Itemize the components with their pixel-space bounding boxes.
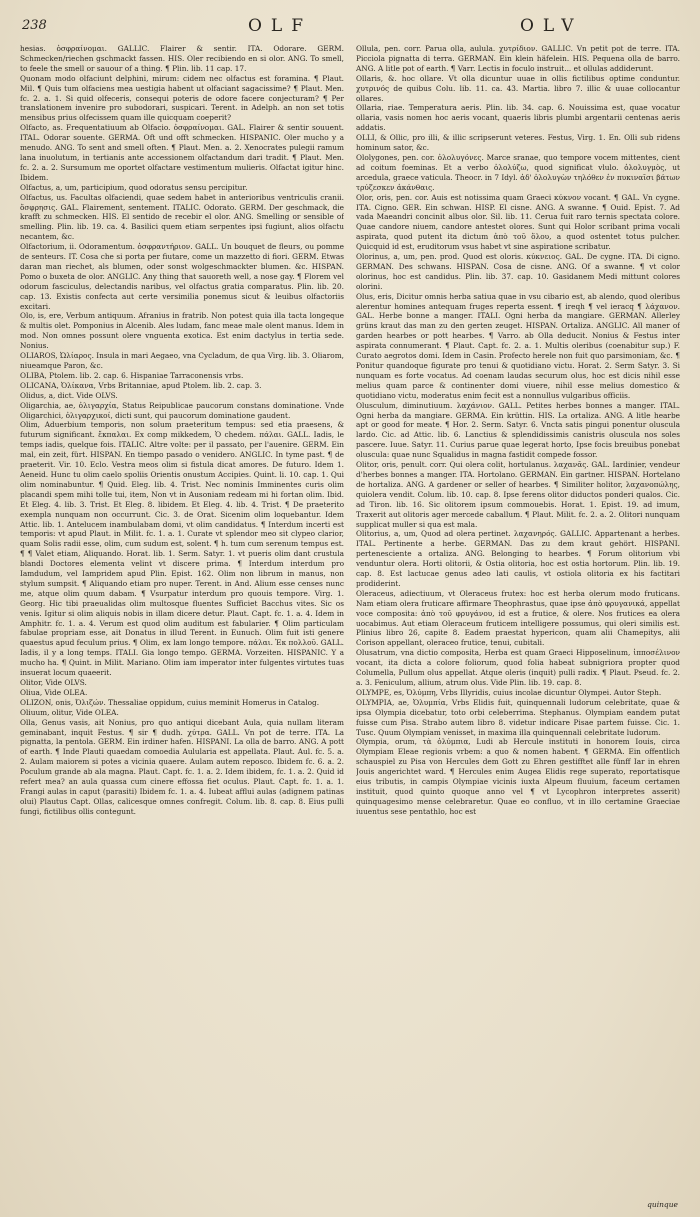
dictionary-entry: Ollaris, &. hoc ollare. Vt olla dicuntur uuae in ollis fictilibus optime conduntur. χυτρινός de quibus Colu. lib. 11. ca. 43. Martia. libro 7. illic & uuae collocantur ollares. xyxy=(356,73,680,103)
dictionary-entry: Olo, is, ere, Verbum antiquum. Afranius in fratrib. Non potest quia illa tacta longeque & multis olet. Pomponius in Alcenib. Ales ludam, fanc meae male olent manus. Idem in mod. Non omnes possunt olere vnguenta exotica. Est enim dactylus in tertia sede. Nonius. xyxy=(20,311,344,351)
page-number: 238 xyxy=(22,18,47,33)
dictionary-entry: Quonam modo olfaciunt delphini, mirum: cidem nec olfactus est foramina. ¶ Plaut. Mil. ¶ Quis tum olfaciens mea uestigia habent ut olfaciant sagacissime? ¶ Plaut. Men. fc. 2. a. 1. Si quid olfeceris, consequi poteris de odore facere conjecturam? ¶ Per translationem invenire pro subodorari, suspicari. Terent. in Adelph. an non set totis mensibus prius olfecissem quam ille quicquam coeperit? xyxy=(20,73,344,123)
dictionary-entry: OLYMPIA, ae, Ὀλυμπία, Vrbs Elidis fuit, quinquennali ludorum celebritate, quae & ipsa Olympia dicebatur, toto orbi celeberrima. Stephanus. Olympiam eandem putat fuisse cum Pisa. Strabo autem libro 8. videtur indicare Pisae partem fuisse. Cic. 1. Tusc. Quum Olympiam venisset, in maxima illa quinquennali celebritate ludorum. xyxy=(356,697,680,737)
dictionary-entry: Olfactus, us. Facultas olfaciendi, quae sedem habet in anterioribus ventriculis cranii. ὄσφρησις. GAL. Flairement, sentement. ITALIC. Odorato. GERM. Der geschmack, die krafft zu schmecken. HIS. El sentido de recebir el olor. ANG. Smelling or sensible of smelling. Plin. lib. 19. ca. 4. Basilici quem etiam serpentes ipsi fugiunt, alios olfactu necantem, &c. xyxy=(20,192,344,242)
dictionary-entry: Ollula, pen. corr. Parua olla, aulula. χυτρίδιον. GALLIC. Vn petit pot de terre. ITA. Picciola pignatta di terra. GERMAN. Ein klein häfelein. HIS. Pequena olla de barro. ANG. A litle pot of earth. ¶ Varr. Lectis in foculo instruit... et ollulas addiderunt. xyxy=(356,44,680,73)
dictionary-entry: Olitor, Vide OLVS. xyxy=(20,678,87,687)
running-header xyxy=(20,14,680,44)
dictionary-entry: Olitor, oris, penult. corr. Qui olera colit, hortulanus. λαχανᾶς. GAL. Iardinier, vendeur d'herbes bonnes a manger. ITA. Hortolano. GERMAN. Ein gartner. HISPAN. Hortelano de hortaliza. ANG. A gardener or seller of hearbes. ¶ Similiter holitor, λαχανοπώλης, quiolera vendit. Colum. lib. 10. cap. 8. Ipse ferens olitor diductos ponderi qualos. Cic. ad Tiron. lib. 16. Sic olitorem ipsum commouebis. Horat. 1. Epist. 19. ad imum, Traxerit aut olitoris ager mercede caballum. ¶ Plaut. Milit. fc. 2. a. 2. Olitori nunquam supplicat muller si qua est mala. xyxy=(356,460,680,529)
dictionary-entry: OLIAROS, Ὠλίαρος. Insula in mari Aegaeo, vna Cycladum, de qua Virg. lib. 3. Oliarom, niueamque Paron, &c. xyxy=(20,351,344,370)
right-headword: OLV xyxy=(520,16,583,36)
dictionary-entry: Oliuum, olitur, Vide OLEA. xyxy=(20,707,119,717)
dictionary-entry: Olfactus, a, um, participium, quod odoratus sensu percipitur. xyxy=(20,182,248,192)
dictionary-entry: hesias. ὀσφραίνομαι. GALLIC. Flairer & sentir. ITA. Odorare. GERM. Schmecken/riechen gschmackt fassen. HIS. Oler recibiendo en si olor. ANG. To smell, to feele the smell or sauour of a thing. ¶ Plin. lib. 11 cap. 17. xyxy=(20,44,344,73)
dictionary-entry: Olusatrum, vna dictio composita, Herba est quam Graeci Hipposelinum, ἱπποσέλινον vocant, ita dicta a colore foliorum, quod folia habeat subnigriora propter quod Columella, Pullum olus appellat. Atque oleris (inquit) pulli radix. ¶ Plaut. Pseud. fc. 2. a. 3. Feniculum, allium, atrum olus. Vide Plin. lib. 19. cap. 8. xyxy=(356,648,680,687)
right-column xyxy=(356,44,680,1204)
dictionary-entry: Oligarchia, ae, ὀλιγαρχία, Status Reipublicae paucorum constans dominatione. Vnde Oligarchici, ὀλιγαρχικοί, dicti sunt, qui paucorum dominatione gaudent. xyxy=(20,400,344,420)
dictionary-entry: Olla, Genus vasis, ait Nonius, pro quo antiqui dicebant Aula, quia nullam literam geminabant, inquit Festus. ¶ sir ¶ dudh. χύτρα. GALL. Vn pot de terre. ITA. La pignatta, la pentola. GERM. Ein irdiner hafen. HISPANI. La olla de barro. ANG. A pott of earth. ¶ Inde Plauti quaedam comoedia Aulularia est appellata. Plaut. Aul. fc. 5. a. 2. Aulam maiorem si potes a vicinia quaere. Aulam autem reposco. Ibidem fc. 6. a. 2. Poculum grande ab ala magna. Plaut. Capt. fc. 1. a. 2. Idem ibidem, fc. 1. a. 2. Quid id refert mea? an aula quassa cum cinere effossa fiet oculus. Plaut. Capt. fc. 1. a. 1. Frangi aulas in caput (parasiti) Ibidem fc. 1. a. 4. Iubeat afflui aulas (adignem patinas olui) Plautus Capt. Ollas, calicesque omnes confregit. Colum. lib. 8. cap. 8. Eius pulli fungi, fictilibus ollis contegunt. xyxy=(20,717,344,816)
dictionary-entry: Olor, oris, pen. cor. Auis est notissima quam Graeci κύκνον vocant. ¶ GAL. Vn cygne. ITA. Cigno. GER. Ein schwan. HISP. El cisne. ANG. A swanne. ¶ Ouid. Epist. 7. Ad vada Maeandri concinit albus olor. Sil. lib. 11. Cerua fuit raro ternis spectata colore. Quae candore niuem, candore antestet olores. Sunt qui Holor scribant prima vocali aspirata, quod putent ita dictum ἀπὸ τοῦ ὅλου, a quod ostentet totus pulcher. Quicquid id est, eruditorum vsus habet vt sine aspiratione scribatur. xyxy=(356,192,680,252)
dictionary-entry: Oliua, Vide OLEA. xyxy=(20,687,88,697)
dictionary-entry: Olfacto, as. Frequentatiuum ab Olfacio. ὀσφραίνομαι. GAL. Flairer & sentir souuent. ITAL. Odorar souente. GERMA. Oft und offt schmecken. HISPANIC. Oler mucho y a menudo. ANG. To sent and smell often. ¶ Plaut. Men. a. 2. Xenocrates pulegii ramum lana inuolutum, in tertianis ante accessionem olfactandum dari tradit. ¶ Plaut. Men. fc. 2. a. 2. Sursumum me oportet olfactare vestimentum mulieris. Olfactat igitur hinc. Ibidem. xyxy=(20,123,344,182)
dictionary-entry: OLYMPE, es, Ὀλύμπη, Vrbs Illyridis, cuius incolae dicuntur Olympei. Autor Steph. xyxy=(356,687,662,697)
dictionary-entry: Olympia, orum, τὰ ὀλύμπια, Ludi ab Hercule instituti in honorem Iouis, circa Olympiam Eleae regionis vrbem: a quo & nomen habent. ¶ GERMA. Ein offentlich schauspiel zu Pisa von Hercules dem Gott zu Ehren gestifftet alle fünff Iar in ehren Jouis angerichtet ward. ¶ Hercules enim Augea Elidis rege superato, reportatisque eius tributis, in campis Olympiae vicinis iuxta Alpeum fluuium, faceum certamen instituit, quod quinto quoque anno vel ¶ vt Lycophron interpretes asserit) quinquagesimo mense celebraretur. Quae eo confluo, vt in illo certamine Graeciae iuuentus sese pentathlo, hoc est xyxy=(356,737,680,816)
dictionary-entry: Olim, Aduerbium temporis, non solum praeteritum tempus: sed etia praesens, & futurum significant. ἔκπαλαι. Ex comp mikkedem, Ὁ chedem. πάλαι. GALL. Iadis, le temps iadis, quelque fois. ITALIC. Altre volte: per il passato, per l'auenire. GERM. Ein mal, ein zeit, fürt. HISPAN. En tiempo pasado o venidero. ANGLIC. In tyme past. ¶ de praeterit. Vir. 10. Eclo. Vestra meos olim si fistula dicat amores. De futuro. Idem 1. Aeneid. Hunc tu olim caelo spoliis Orientis onustum Accipies. Quint. li. 10. cap. 1. Qui olim nominabuntur. ¶ Quid. Eleg. lib. 4. Trist. Nec nominis Imminentes curis olim placandi spem mihi tolle tui, item, Non vt in Ausoniam redeam mi hi fortan olim. Ibid. Et Eleg. 4. lib. 3. Trist. Et Eleg. 8. libidem. Et Eleg. 4. lib. 4. Trist. ¶ De praeterito exempla nunquam non occurrunt. Cic. 3. de Orat. Sicenim olim loquebantur. Idem Attic. lib. 1. Antelucem inambulabam domi, vt olim candidatus. ¶ Interdum incerti est temporis: vt apud Plaut. in Milit. fc. 1. a. 1. Curate vt splendor meo sit clypeo clarior, quam Solis radii esse, olim, cum sudum est, solent. ¶ h. tum cum serenum tempus est. ¶ ¶ Valet etiam, Aliquando. Horat. lib. 1. Serm. Satyr. 1. vt pueris olim dant crustula blandi Doctores elementa velint vt discere prima. ¶ Interdum interdum pro Iamdudum, vel Iampridem apud Plin. Epist. 162. Olim non librum in manus, non stylum sumpsit. ¶ Aliquando etiam pro nuper. Terent. in And. Alium esse censes nunc me, atque olim quum dabam. ¶ Vsurpatur interdum pro quouis tempore. Virg. 1. Georg. Hic tibi praeualidas olim multosque fluentes Sufficiet Bacchus vites. Sic os venis. Igitur si olim aliquis nobis in illam dicere detur. Plaut. Capt. fc. 1. a. 4. Idem in Amphitr. fc. 1. a. 4. Verum est quod olim auditum est fabularier. ¶ Olim particulam fabulae propriam esse, ait Donatus in illud Terent. in Eunuch. Olim fuit isti genere quaestus apud feculum prius. ¶ Olim, ex lam longo tempore. πάλαι. Ἐκ πολλοῦ. GALL. Iadis, il y a long temps. ITALI. Gia longo tempo. GERMA. Vorzeiten. HISPANIC. Y a mucho ha. ¶ Quint. in Milit. Mariano. Olim iam imperator inter fulgentes virtutes tuas insuerat locum quaeerit. xyxy=(20,420,344,678)
left-column xyxy=(20,44,344,1204)
dictionary-entry: Ololygones, pen. cor. ὀλολυγόνες. Marce sranae, quo tempore vocem mittentes, cient ad coitum foeminas. Et a verbo ὀλολύζω, quod significat vlulo. ὀλολυγμὸς, ut arcedula, graece vaticula. Theocr. in 7 Idyl. ἀδ' ὀλολυγὼν τηλόθεν ἐν πυκιναῖσι βάτων τρύζεσκεν ἀκάνθαις. xyxy=(356,152,680,192)
dictionary-entry: OLICANA, Ὀλίκανα, Vrbs Britanniae, apud Ptolem. lib. 2. cap. 3. xyxy=(20,380,262,390)
dictionary-entry: Olfactorium, ii. Odoramentum. ὀσφραντήριον. GALL. Un bouquet de fleurs, ou pomme de senteurs. IT. Cosa che si porta per fiutare, come un mazzetto di fiori. GERM. Etwas daran man riechet, als blumen, oder sonst wolgeschmackter blumen. &c. HISPAN. Pomo o buxeta de olor. ANGLIC. Any thing that sauoreth well, a nose gay. ¶ Florem vel odorum fasciculus, delectandis naribus, vel olfactus gratia comparatus. Plin. lib. 20. cap. 13. Existis confecta aut certe versimilia ponemus sicut & leuibus olfactoriis excitari. xyxy=(20,242,344,311)
dictionary-entry: Oleraceus, adiectiuum, vt Oleraceus frutex: hoc est herba olerum modo fruticans. Nam etiam olera fruticare affirmare Theophrastus, quae ipse ἀπὸ φρυγανικά, appellat voce composita: ἀπὸ τοῦ φρυγάνου, id est a frutice, & olere. Nos frutices ea olera uocabimus. Aut etiam Oleraceum fruticem intelligere possumus, qui oleri similis est. Plinius libro 26, capite 8. Eadem praestat hypericon, quam alii Chamepitys, alii Corison appellant, oleraceo frutice, tenui, cubitali. xyxy=(356,588,680,648)
dictionary-entry: Ollaria, riae. Temperatura aeris. Plin. lib. 34. cap. 6. Nouissima est, quae vocatur ollaria, vasis nomen hoc aeris vocant, quaeris libris plumbi argentarii centenas aeris addatis. xyxy=(356,103,680,133)
dictionary-entry: Olus, eris, Dicitur omnis herba satiua quae in vsu cibario est, ab alendo, quod oleribus alerentur homines antequam fruges reperta essent. ¶ ireqh ¶ vel ieracq ¶ λάχανον. GAL. Herbe bonne a manger. ITALI. Ogni herba da mangiare. GERMAN. Allerley grüns kraut das man zu den gerten zeuget. HISPAN. Ortaliza. ANGLIC. All maner of garden hearbes or pott hearbes. ¶ Varro. ab Olla deducit. Nonius & Festus inter aspirata connumerant. ¶ Plaut. Capt. fc. 2. a. 1. Multis oleribus (coenabitur sup.) F. Curato aegrotos domi. Idem in Casin. Profecto herele non fuit quo parsimoniam, &c. ¶ Ponitur quandoque figurate pro tenui & quotidiano victu. Horat. 2. Serm Satyr. 3. Si nunquam es forte vocatus. Ad coenam laudas securum olus, hoc est dicis nihil esse melius quam parce & continenter domi viuere, nihil esse melius domestico & quotidiano victu, moderatus enim fecit est a nonnullus vulgaribus officiis. xyxy=(356,291,680,400)
left-headword: OLF xyxy=(248,16,313,36)
dictionary-entry: Olorinus, a, um, pen. prod. Quod est oloris. κύκνειος. GAL. De cygne. ITA. Di cigno. GERMAN. Des schwans. HISPAN. Cosa de cisne. ANG. Of a swanne. ¶ vt color olorinus, hoc est candidus. Plin. lib. 37. cap. 10. Gasidanem Medi mittunt colores olorini. xyxy=(356,252,680,291)
dictionary-entry: Olitorius, a, um, Quod ad olera pertinet. λαχανηρός. GALLIC. Appartenant a herbes. ITAL. Pertinente a herbe. GERMAN. Das zu dem kraut gehört. HISPANI. pertenesciente a ortaliza. ANG. Belonging to hearbes. ¶ Forum olitorium vbi venduntur olera. Horti olitorii, & Ostia olitoria, hoc est ostia hortorum. Plin. lib. 19. cap. 8. Est lactucae genus adeo lati caulis, vt ostiola olitoria ex his factitari prodiderint. xyxy=(356,529,680,588)
dictionary-entry: OLIBA, Ptolem. lib. 2. cap. 6. Hispaniae Tarraconensis vrbs. xyxy=(20,370,244,380)
dictionary-entry: Olidus, a, dict. Vide OLVS. xyxy=(20,390,118,400)
dictionary-entry: OLIZON, onis, Ὀλιζών. Thessaliae oppidum, cuius meminit Homerus in Catalog. xyxy=(20,697,320,707)
catchword: quinque xyxy=(647,1200,678,1209)
text-columns xyxy=(20,44,680,1204)
dictionary-entry: OLLI, & Ollic, pro illi, & illic scripserunt veteres. Festus, Virg. 1. En. Olli sub ridens hominum sator, &c. xyxy=(356,133,680,153)
dictionary-entry: Olusculum, diminutiuum. λαχάνιον. GALL. Petites herbes bonnes a manger. ITAL. Ogni herba da mangiare. GERMA. Ein krüttin. HIS. La ortaliza. ANG. A litle hearbe apt or good for meate. ¶ Hor. 2. Serm. Satyr. 6. Vncta satis pingui ponentur oluscula lardo. Cic. ad Attic. lib. 6. Lanctius & splendidissimis canistris oluscula nos soles pascere. Iuue. Satyr. 11. Curius parue quae legerat horto, Ipse focis breuibus ponebat oluscula: quae nunc Squalidus in magna fastidit compede fossor. xyxy=(356,400,680,460)
